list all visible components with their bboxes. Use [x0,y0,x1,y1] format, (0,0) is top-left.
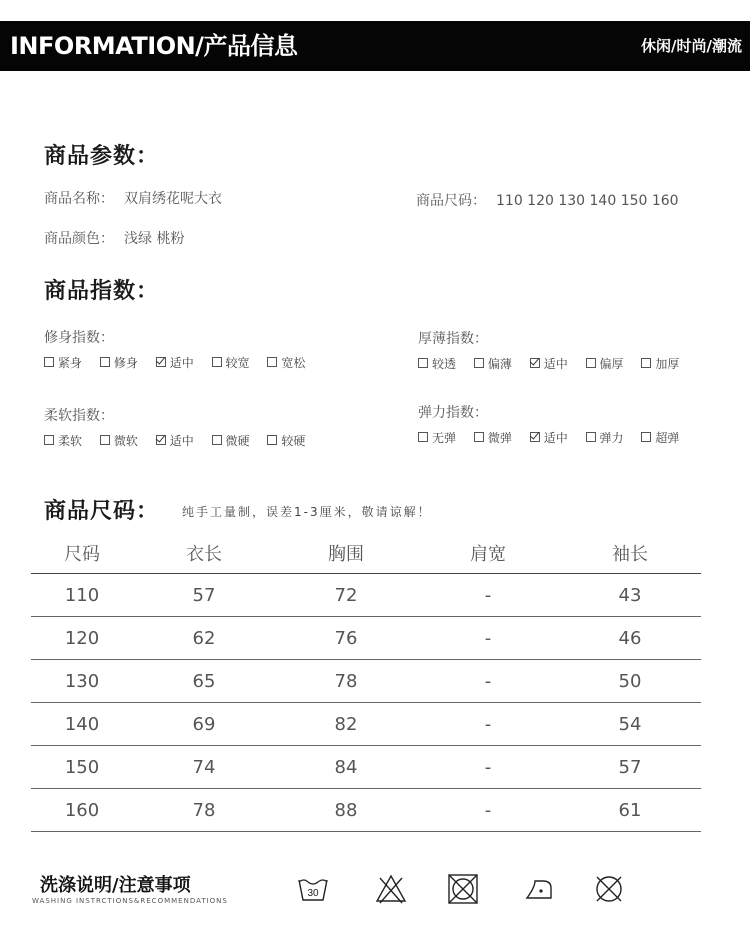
table-cell: 82 [275,703,417,746]
table-cell: 84 [275,746,417,789]
checkbox-icon [474,432,484,442]
table-cell: 160 [31,789,133,832]
param-name-value: 双肩绣花呢大衣 [124,191,222,207]
table-cell: - [417,660,559,703]
checkbox-icon [267,435,277,445]
param-name [44,188,222,208]
washing-subtitle: WASHING INSTRCTIONS&RECOMMENDATIONS [32,897,228,905]
size-chart-heading: 商品尺码： [44,499,160,524]
checkbox-icon [267,357,277,367]
table-row [31,789,701,832]
column-header: 胸围 [275,532,417,574]
table-cell: - [417,789,559,832]
option-item-selected: 适中 [156,432,194,449]
table-cell: 50 [559,660,701,703]
param-color-value: 浅绿 桃粉 [124,231,185,247]
table-cell: 62 [133,617,275,660]
indices-heading: 商品指数： [44,279,160,304]
table-cell: 78 [133,789,275,832]
column-header: 尺码 [31,532,133,574]
table-cell: 43 [559,574,701,617]
table-cell: 76 [275,617,417,660]
table-cell: - [417,617,559,660]
param-size-value: 110 120 130 140 150 160 [496,193,679,209]
option-item: 弹力 [586,429,624,446]
checkbox-icon [641,358,651,368]
checkbox-icon [474,358,484,368]
table-cell: 69 [133,703,275,746]
checkbox-icon [418,432,428,442]
table-row [31,617,701,660]
checked-box-icon [530,432,540,442]
option-item: 紧身 [44,354,82,371]
table-cell: - [417,746,559,789]
params-heading: 商品参数： [44,144,160,169]
table-cell: 140 [31,703,133,746]
table-row [31,746,701,789]
table-row [31,574,701,617]
checkbox-icon [418,358,428,368]
size-table [31,532,701,832]
option-item: 宽松 [267,354,305,371]
no-tumble-dry-icon [446,872,480,906]
table-cell: 74 [133,746,275,789]
table-cell: 65 [133,660,275,703]
thickness-index-title: 厚薄指数： [418,331,488,347]
checked-box-icon [156,357,166,367]
checkbox-icon [212,435,222,445]
option-item-selected: 适中 [530,355,568,372]
softness-index-options [44,432,319,449]
option-item: 偏薄 [474,355,512,372]
table-cell: 57 [559,746,701,789]
table-cell: 88 [275,789,417,832]
iron-low-icon [522,872,556,906]
header-tagline: 休闲/时尚/潮流 [641,37,742,55]
checkbox-icon [100,435,110,445]
no-dry-clean-icon [592,872,626,906]
header-bar [0,21,750,71]
param-name-key: 商品名称： [44,191,114,207]
measurement-note: 纯手工量制，误差1-3厘米，敬请谅解！ [182,505,432,519]
wash-30-icon [296,872,330,906]
table-cell: 54 [559,703,701,746]
option-item: 较透 [418,355,456,372]
checkbox-icon [44,435,54,445]
param-size-key: 商品尺码： [416,193,486,209]
table-cell: - [417,574,559,617]
option-item: 偏厚 [586,355,624,372]
softness-index-title: 柔软指数： [44,408,114,424]
option-item: 微硬 [212,432,250,449]
fit-index-options [44,354,319,371]
checked-box-icon [530,358,540,368]
table-cell: - [417,703,559,746]
page-title: INFORMATION/产品信息 [10,32,298,60]
table-cell: 78 [275,660,417,703]
table-cell: 61 [559,789,701,832]
param-color [44,228,184,248]
table-header-row [31,532,701,574]
washing-title: 洗涤说明/注意事项 [40,875,191,896]
elasticity-index-title: 弹力指数： [418,405,488,421]
table-cell: 110 [31,574,133,617]
wash-temperature: 30 [307,888,319,899]
option-item: 柔软 [44,432,82,449]
table-row [31,660,701,703]
option-item: 较宽 [212,354,250,371]
checked-box-icon [156,435,166,445]
option-item: 微软 [100,432,138,449]
table-cell: 72 [275,574,417,617]
option-item: 微弹 [474,429,512,446]
option-item: 超弹 [641,429,679,446]
option-item: 较硬 [267,432,305,449]
checkbox-icon [212,357,222,367]
table-row [31,703,701,746]
column-header: 袖长 [559,532,701,574]
param-size [416,190,679,210]
column-header: 衣长 [133,532,275,574]
option-item-selected: 适中 [530,429,568,446]
elasticity-index-options [418,429,693,446]
no-bleach-icon [374,872,408,906]
fit-index-title: 修身指数： [44,330,114,346]
checkbox-icon [641,432,651,442]
table-cell: 46 [559,617,701,660]
table-cell: 150 [31,746,133,789]
table-cell: 130 [31,660,133,703]
table-cell: 57 [133,574,275,617]
table-cell: 120 [31,617,133,660]
checkbox-icon [100,357,110,367]
option-item: 无弹 [418,429,456,446]
option-item-selected: 适中 [156,354,194,371]
option-item: 修身 [100,354,138,371]
checkbox-icon [586,432,596,442]
column-header: 肩宽 [417,532,559,574]
option-item: 加厚 [641,355,679,372]
thickness-index-options [418,355,693,372]
checkbox-icon [44,357,54,367]
param-color-key: 商品颜色： [44,231,114,247]
checkbox-icon [586,358,596,368]
